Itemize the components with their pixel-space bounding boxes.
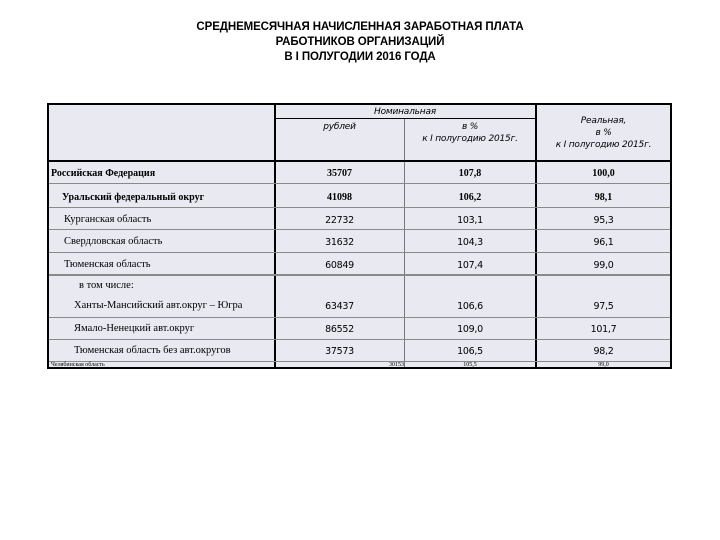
- row-real-pct: 101,7: [590, 324, 617, 335]
- header-real-line2: в %: [595, 128, 612, 138]
- row-nominal-pct: 105,5: [463, 362, 477, 368]
- row-region: Ханты-Мансийский авт.округ – Югра: [74, 300, 243, 311]
- header-nominal-pct-line2: к I полугодию 2015г.: [422, 134, 518, 144]
- row-separator: [49, 207, 670, 208]
- salary-table: [47, 103, 672, 369]
- row-region: Курганская область: [64, 214, 152, 225]
- row-rubles: 37573: [325, 346, 354, 357]
- header-nominal: Номинальная: [374, 107, 436, 117]
- title-line-3: В I ПОЛУГОДИИ 2016 ГОДА: [284, 51, 436, 63]
- title-line-2: РАБОТНИКОВ ОРГАНИЗАЦИЙ: [275, 36, 445, 48]
- row-real-pct: 96,1: [593, 237, 614, 248]
- row-real-pct: 98,1: [594, 192, 613, 203]
- header-real: [537, 115, 670, 151]
- row-rubles: 35707: [327, 168, 352, 179]
- row-nominal-pct: 107,8: [458, 168, 482, 179]
- row-region: Челябинская область: [51, 362, 105, 368]
- row-rubles: 41098: [327, 192, 352, 203]
- row-region: Российская Федерация: [51, 168, 156, 179]
- row-nominal-pct: 103,1: [457, 215, 483, 226]
- row-rubles: 22732: [325, 215, 354, 226]
- header-nominal-pct: [405, 121, 535, 145]
- row-nominal-pct: 104,3: [457, 237, 483, 248]
- row-region: Тюменская область без авт.округов: [74, 345, 231, 356]
- row-separator: [49, 252, 670, 253]
- row-nominal-pct: 106,5: [457, 346, 483, 357]
- header-rubles: рублей: [323, 122, 356, 132]
- row-region: Ямало-Ненецкий авт.округ: [74, 323, 195, 334]
- row-real-pct: 100,0: [592, 168, 615, 179]
- row-region: Уральский федеральный округ: [62, 192, 205, 203]
- row-rubles: 63437: [325, 301, 354, 312]
- row-subheading: в том числе:: [79, 280, 134, 291]
- row-separator: [49, 183, 670, 184]
- row-rubles: 60849: [325, 260, 354, 271]
- row-real-pct: 99,0: [593, 260, 614, 271]
- header-divider: [275, 118, 536, 119]
- row-nominal-pct: 107,4: [457, 260, 483, 271]
- row-separator-double: [49, 274, 670, 276]
- row-separator: [49, 317, 670, 318]
- row-nominal-pct: 106,2: [458, 192, 482, 203]
- row-separator: [49, 229, 670, 230]
- title-line-1: СРЕДНЕМЕСЯЧНАЯ НАЧИСЛЕННАЯ ЗАРАБОТНАЯ ПЛАТА: [196, 21, 524, 33]
- header-real-line1: Реальная,: [580, 116, 627, 126]
- header-bottom-line: [49, 160, 670, 162]
- row-real-pct: 95,3: [593, 215, 614, 226]
- row-real-pct: 98,2: [593, 346, 614, 357]
- row-real-pct: 97,5: [593, 301, 614, 312]
- row-region: Свердловская область: [64, 236, 163, 247]
- header-real-line3: к I полугодию 2015г.: [555, 140, 652, 150]
- header-nominal-pct-line1: в %: [461, 122, 479, 132]
- row-real-pct: 99,0: [598, 362, 609, 368]
- row-separator: [49, 339, 670, 340]
- row-nominal-pct: 109,0: [457, 324, 483, 335]
- row-rubles: 30153: [389, 362, 404, 368]
- row-region: Тюменская область: [64, 259, 151, 270]
- page-title: [0, 20, 720, 65]
- row-rubles: 86552: [325, 324, 354, 335]
- row-rubles: 31632: [325, 237, 354, 248]
- row-nominal-pct: 106,6: [457, 301, 483, 312]
